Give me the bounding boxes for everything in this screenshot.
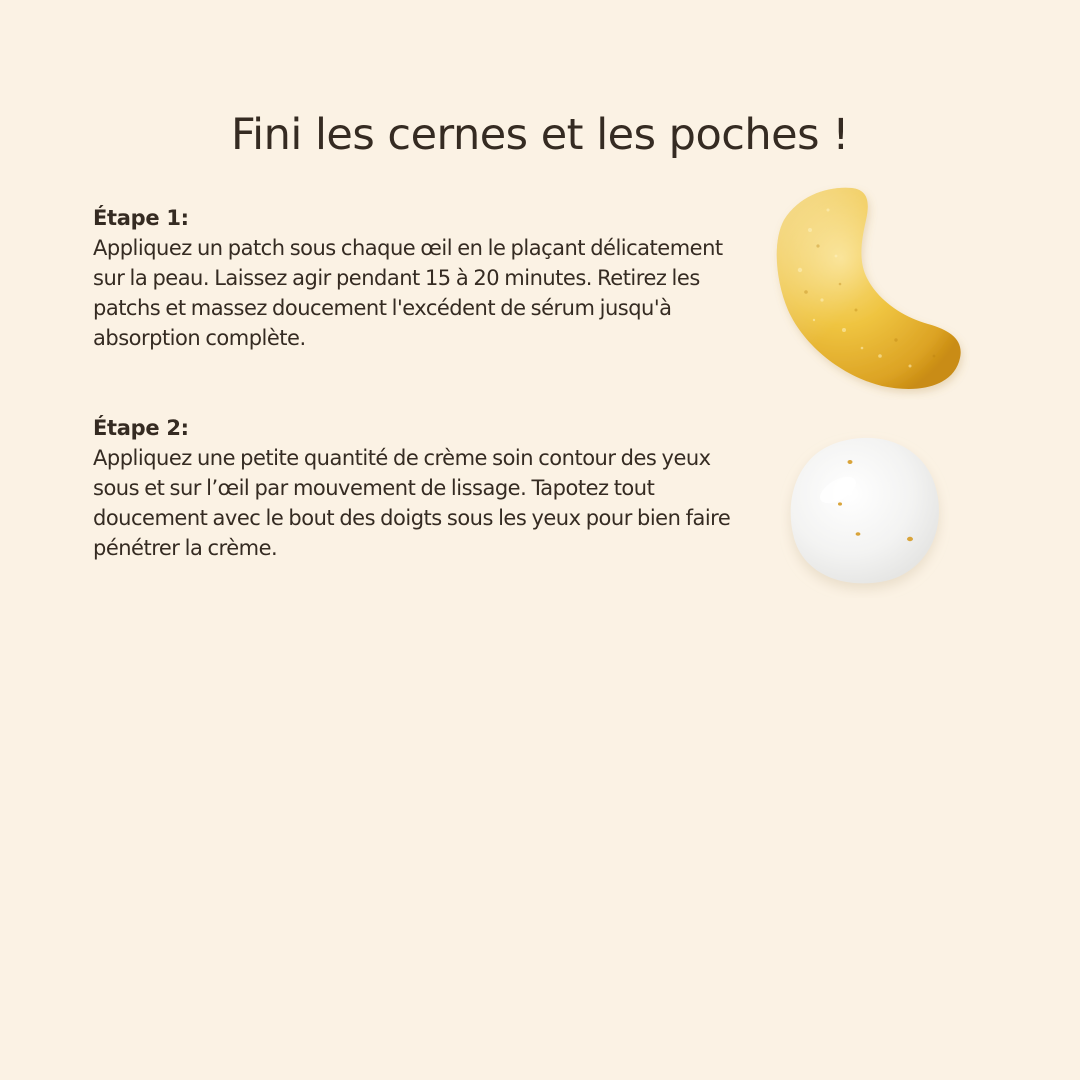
step-2-heading: Étape 2: — [93, 416, 189, 440]
step-1-text: Appliquez un patch sous chaque œil en le plaçant délicatement sur la peau. Laissez agir pendant 15 à 20 minutes. Retirez les patchs et massez doucement l'excédent de sérum jusqu'à absorption complète. — [93, 236, 723, 350]
step-2 — [93, 413, 733, 563]
cream-swatch-image — [780, 428, 950, 598]
step-2-text: Appliquez une petite quantité de crème soin contour des yeux sous et sur l’œil par mouvement de lissage. Tapotez tout doucement avec le bout des doigts sous les yeux pour bien faire pénétrer la crème. — [93, 446, 731, 560]
step-1-heading: Étape 1: — [93, 206, 189, 230]
page-title: Fini les cernes et les poches ! — [231, 110, 849, 160]
gold-eye-patch-image — [770, 180, 970, 400]
step-1 — [93, 203, 733, 353]
